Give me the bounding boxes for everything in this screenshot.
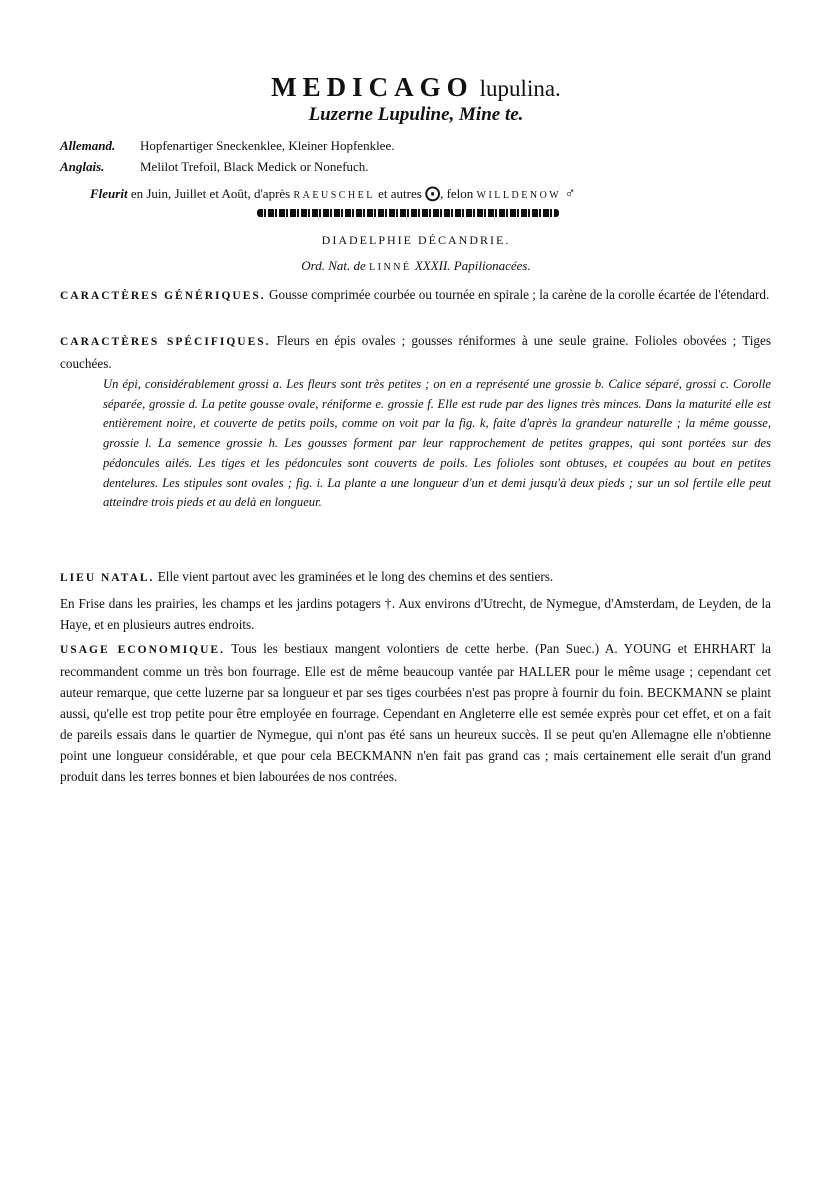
section-heading: USAGE ECONOMIQUE.: [60, 644, 225, 656]
name-label: Allemand.: [60, 138, 116, 153]
section-heading: CARACTÈRES SPÉCIFIQUES.: [60, 336, 271, 348]
annual-symbol-icon: ⨀: [425, 186, 441, 202]
flowering-line: [90, 184, 576, 203]
flowering-text-1: en Juin, Juillet et Août, d'après: [130, 186, 291, 201]
genus-name: MEDICAGO: [271, 72, 474, 102]
order-rest: XXXII. Papilionacées.: [414, 258, 531, 273]
author-willdenow: WILLDENOW: [476, 190, 562, 201]
section-text: Fleurs en épis ovales ; gousses réniformes à une seule graine. Folioles obovées ; Tiges couchées.: [60, 333, 772, 371]
perennial-symbol-icon: ♂: [564, 186, 576, 202]
page-title: [0, 72, 832, 103]
name-text: Melilot Trefoil, Black Medick or Nonefuch.: [140, 159, 369, 174]
section-text: Tous les bestiaux mangent volontiers de cette herbe. (Pan Suec.) A. YOUNG et EHRHART la recommandent comme un très bon fourrage. Elle est de même beaucoup vantée par HALLER pour le même usage ; cependant cet auteur remarque, que cette luzerne par sa longueur et par ses tiges courbées n'est pas propre à fournir du foin. BECKMANN se plaint aussi, qu'elle est trop petite pour être employée en fourrage. Cependant en Angleterre elle est semée exprès pour cet effet, et on a fait de pareils essais dans le quartier de Nymegue, qui n'ont pas été sans un heureux succès. Il se peut qu'en Allemagne elle n'obtienne point une longueur considérable, et que pour cela BECKMANN n'en fait pas grand cas ; mais certainement elle serait d'un grand produit dans les terres bonnes et bien labourées de nos contrées.: [60, 641, 772, 784]
common-name: Luzerne Lupuline, Mine te.: [308, 104, 524, 125]
name-label: Anglais.: [60, 159, 105, 174]
frise-locations: En Frise dans les prairies, les champs et les jardins potagers †. Aux environs d'Utrecht, de Nymegue, d'Amsterdam, de Leyden, de la Haye, et en plusieurs autres endroits.: [60, 596, 771, 632]
flowering-text-2: et autres: [378, 186, 422, 201]
name-text: Hopfenartiger Sneckenklee, Kleiner Hopfenklee.: [140, 138, 395, 153]
generic-characters: [60, 284, 771, 307]
ornamental-divider: [257, 209, 559, 217]
flowering-text-3: , felon: [440, 186, 474, 201]
section-text: Gousse comprimée courbée ou tournée en spirale ; la carène de la corolle écartée de l'étendard.: [268, 287, 770, 302]
name-german: [60, 138, 394, 154]
section-heading: CARACTÈRES GÉNÉRIQUES.: [60, 290, 266, 302]
species-name: lupulina.: [479, 76, 561, 101]
linnaean-class: DIADELPHIE DÉCANDRIE.: [321, 233, 511, 247]
author-raeuschel: RAEUSCHEL: [293, 190, 375, 201]
natural-order: [0, 258, 832, 274]
order-author: LINNÉ: [369, 262, 412, 273]
specific-characters: [60, 330, 771, 374]
habitat: [60, 566, 771, 589]
section-text: Elle vient partout avec les graminées et le long des chemins et des sentiers.: [157, 569, 554, 584]
section-heading: LIEU NATAL.: [60, 572, 155, 584]
order-prefix: Ord. Nat. de: [301, 258, 366, 273]
flowering-label: Fleurit: [90, 186, 128, 201]
name-english: [60, 159, 369, 175]
economic-usage: [60, 638, 771, 787]
species-description: Un épi, considérablement grossi a. Les fleurs sont très petites ; on en a représenté une grossie b. Calice séparé, grossi c. Corolle séparée, grossie d. La petite gousse ovale, réniforme e. grossie f. Elle est rude par des lignes très minces. Dans la maturité elle est entièrement noire, et couverte de petits poils, comme on voit par la fig. k, faite d'après la grandeur naturelle ; la même gousse, grossie l. La semence grossie h. Les gousses forment par leur rapprochement de petites grappes, qui sont portées sur des pédoncules ailés. Les tiges et les pédoncules sont couverts de poils. Les folioles sont obtuses, et coupées au bout en petites dentelures. Les stipules sont ovales ; fig. i. La plante a une longueur d'un et demi jusqu'à deux pieds ; sur un sol fertile elle peut atteindre trois pieds et au delà en longueur.: [103, 377, 771, 510]
